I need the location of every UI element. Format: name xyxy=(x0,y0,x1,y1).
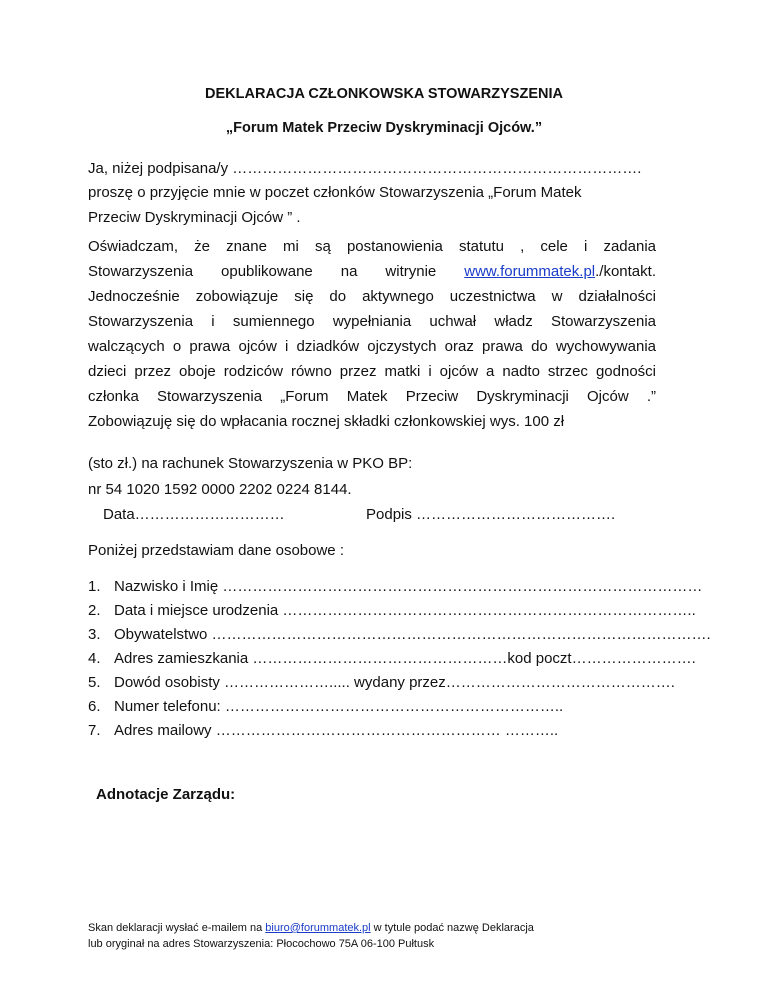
board-notes-heading: Adnotacje Zarządu: xyxy=(96,786,236,803)
list-number: 5. xyxy=(88,674,101,691)
list-number: 7. xyxy=(88,722,101,739)
declaration-line: członka Stowarzyszenia „Forum Matek Przeciw Dyskryminacji Ojców .” xyxy=(88,388,656,405)
list-item-text: Adres zamieszkania ……………………………………………kod poczt……………………. xyxy=(114,650,696,667)
personal-data-intro: Poniżej przedstawiam dane osobowe : xyxy=(88,542,344,559)
intro-line-1: Ja, niżej podpisana/y ………………………………………………………………………. xyxy=(88,160,642,177)
account-number: nr 54 1020 1592 0000 2202 0224 8144. xyxy=(88,481,352,498)
declaration-line: Stowarzyszenia i sumiennego wypełniania uchwał władz Stowarzyszenia xyxy=(88,313,656,330)
list-item-text: Data i miejsce urodzenia ……………………………………………………………………….. xyxy=(114,602,696,619)
field-birth-date-place[interactable] xyxy=(88,602,696,619)
field-address[interactable] xyxy=(88,650,696,667)
declaration-line: Zobowiązuję się do wpłacania rocznej składki członkowskiej wys. 100 zł xyxy=(88,413,565,430)
signature-field[interactable]: Podpis …………………………………. xyxy=(366,506,616,523)
declaration-line: Jednocześnie zobowiązuje się do aktywnego uczestnictwa w działalności xyxy=(88,288,656,305)
document-subtitle: „Forum Matek Przeciw Dyskryminacji Ojców.” xyxy=(225,120,543,136)
footer-text: w tytule podać nazwę Deklaracja xyxy=(370,922,534,934)
declaration-line: dzieci przez oboje rodziców równo przez matki i ojców a nadto strzec godności xyxy=(88,363,656,380)
footer-text: Skan deklaracji wysłać e-mailem na xyxy=(88,922,263,934)
declaration-line: Oświadczam, że znane mi są postanowienia statutu , cele i zadania xyxy=(88,238,656,255)
email-link[interactable]: biuro@forummatek.pl xyxy=(265,922,371,934)
field-surname-name[interactable] xyxy=(88,578,702,595)
account-line: (sto zł.) na rachunek Stowarzyszenia w PKO BP: xyxy=(88,455,413,472)
intro-line-2: proszę o przyjęcie mnie w poczet członków Stowarzyszenia „Forum Matek xyxy=(88,184,582,201)
field-phone[interactable] xyxy=(88,698,563,715)
list-number: 1. xyxy=(88,578,101,595)
field-id-card[interactable] xyxy=(88,674,675,691)
declaration-paragraph xyxy=(88,234,656,434)
footer-line-1 xyxy=(88,922,534,934)
footer-line-2: lub oryginał na adres Stowarzyszenia: Płocochowo 75A 06-100 Pułtusk xyxy=(88,938,435,950)
declaration-text: Stowarzyszenia opublikowane na witrynie xyxy=(88,263,437,280)
list-number: 6. xyxy=(88,698,101,715)
date-field[interactable]: Data………………………… xyxy=(103,506,285,523)
declaration-line: walczących o prawa ojców i dziadków ojczystych oraz prawa do wychowywania xyxy=(88,338,656,355)
list-item-text: Obywatelstwo ………………………………………………………………………………………. xyxy=(114,626,711,643)
list-number: 4. xyxy=(88,650,101,667)
list-item-text: Dowód osobisty …………………..... wydany przez………………………………………. xyxy=(114,674,675,691)
list-item-text: Adres mailowy ………………………………………………… ……….. xyxy=(114,722,559,739)
list-item-text: Numer telefonu: ………………………………………………………….. xyxy=(114,698,564,715)
field-citizenship[interactable] xyxy=(88,626,711,643)
website-link[interactable]: www.forummatek.pl xyxy=(464,263,596,280)
field-email[interactable] xyxy=(88,722,558,739)
declaration-line xyxy=(88,259,656,284)
list-item-text: Nazwisko i Imię …………………………………………………………………………………… xyxy=(114,578,703,595)
intro-line-3: Przeciw Dyskryminacji Ojców ” . xyxy=(88,209,301,226)
list-number: 2. xyxy=(88,602,101,619)
declaration-text: ./kontakt. xyxy=(595,263,656,280)
list-number: 3. xyxy=(88,626,101,643)
document-title: DEKLARACJA CZŁONKOWSKA STOWARZYSZENIA xyxy=(205,86,563,102)
